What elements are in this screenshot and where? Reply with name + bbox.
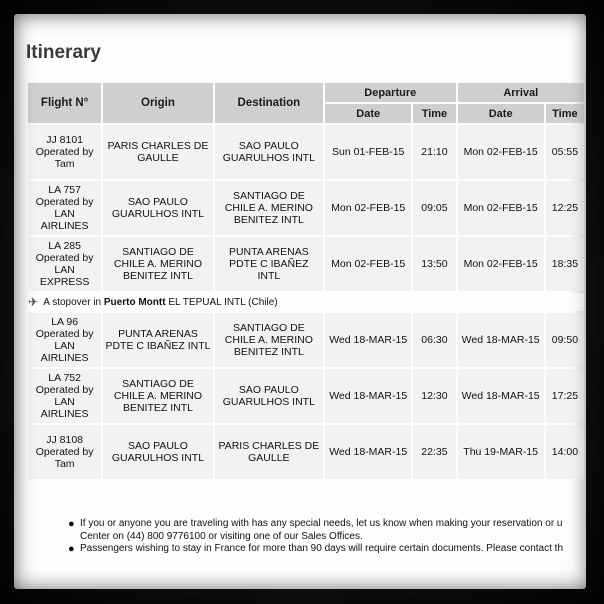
departure-time-cell: 22:35 bbox=[413, 425, 455, 479]
arrival-time-cell: 05:55 bbox=[546, 125, 584, 179]
carrier: Tam bbox=[54, 158, 75, 170]
departure-date-cell: Mon 02-FEB-15 bbox=[325, 181, 411, 235]
destination-cell: PUNTA ARENAS PDTE C IBAÑEZ INTL bbox=[215, 237, 323, 291]
flight-row bbox=[28, 369, 584, 423]
departure-time-cell: 09:05 bbox=[413, 181, 455, 235]
stopover-airport: EL TEPUAL INTL (Chile) bbox=[168, 296, 278, 308]
flight-cell bbox=[28, 313, 101, 367]
arrival-date-cell: Thu 19-MAR-15 bbox=[458, 425, 544, 479]
carrier: LAN AIRLINES bbox=[40, 340, 89, 364]
header-departure-date: Date bbox=[325, 104, 411, 123]
notes-list bbox=[68, 518, 586, 556]
note-text-line: If you or anyone you are traveling with has any special needs, let us know when making your reservation or u bbox=[80, 518, 563, 529]
departure-date-cell: Wed 18-MAR-15 bbox=[325, 369, 411, 423]
header-departure-time: Time bbox=[413, 104, 455, 123]
stopover-prefix: A stopover in bbox=[43, 296, 102, 308]
flight-row bbox=[28, 181, 584, 235]
bullet-icon: ● bbox=[68, 518, 75, 530]
origin-cell: SAO PAULO GUARULHOS INTL bbox=[103, 425, 212, 479]
arrival-time-cell: 14:00 bbox=[546, 425, 584, 479]
operated-by: Operated by bbox=[35, 328, 94, 340]
destination-cell: SAO PAULO GUARULHOS INTL bbox=[215, 125, 323, 179]
arrival-date-cell: Mon 02-FEB-15 bbox=[458, 181, 544, 235]
itinerary-table bbox=[26, 81, 586, 481]
header-origin: Origin bbox=[103, 83, 212, 123]
departure-date-cell: Wed 18-MAR-15 bbox=[325, 425, 411, 479]
carrier: LAN AIRLINES bbox=[40, 208, 89, 232]
note-text-line: Passengers wishing to stay in France for more than 90 days will require certain documents. Please contact th bbox=[80, 543, 564, 554]
flight-row bbox=[28, 313, 584, 367]
stopover-city: Puerto Montt bbox=[103, 296, 166, 308]
origin-cell: PUNTA ARENAS PDTE C IBAÑEZ INTL bbox=[103, 313, 212, 367]
departure-time-cell: 13:50 bbox=[413, 237, 455, 291]
flight-number: JJ 8101 bbox=[46, 134, 84, 146]
operated-by: Operated by bbox=[35, 446, 94, 458]
flight-cell bbox=[28, 237, 101, 291]
arrival-time-cell: 12:25 bbox=[546, 181, 584, 235]
page-title: Itinerary bbox=[26, 42, 101, 63]
header-arrival: Arrival bbox=[458, 83, 585, 102]
carrier: Tam bbox=[54, 458, 75, 470]
note-item bbox=[68, 543, 586, 556]
flight-cell bbox=[28, 181, 101, 235]
arrival-time-cell: 09:50 bbox=[546, 313, 584, 367]
arrival-date-cell: Wed 18-MAR-15 bbox=[458, 313, 544, 367]
stopover-row bbox=[28, 293, 584, 311]
origin-cell: SAO PAULO GUARULHOS INTL bbox=[103, 181, 212, 235]
flight-number: LA 757 bbox=[48, 184, 81, 196]
header-arrival-time: Time bbox=[546, 104, 584, 123]
arrival-date-cell: Mon 02-FEB-15 bbox=[458, 125, 544, 179]
header-arrival-date: Date bbox=[458, 104, 544, 123]
carrier: LAN AIRLINES bbox=[40, 396, 89, 420]
arrival-date-cell: Wed 18-MAR-15 bbox=[458, 369, 544, 423]
bullet-icon: ● bbox=[68, 543, 75, 555]
airplane-icon: ✈ bbox=[28, 294, 39, 309]
departure-time-cell: 21:10 bbox=[413, 125, 455, 179]
flight-cell bbox=[28, 125, 101, 179]
flight-number: LA 285 bbox=[48, 240, 81, 252]
destination-cell: PARIS CHARLES DE GAULLE bbox=[215, 425, 323, 479]
flight-cell bbox=[28, 425, 101, 479]
flight-number: JJ 8108 bbox=[46, 434, 84, 446]
stopover-cell bbox=[28, 293, 584, 311]
arrival-date-cell: Mon 02-FEB-15 bbox=[458, 237, 544, 291]
departure-date-cell: Sun 01-FEB-15 bbox=[325, 125, 411, 179]
flight-row bbox=[28, 125, 584, 179]
header-flight: Flight N° bbox=[28, 83, 101, 123]
itinerary-page bbox=[14, 14, 586, 589]
flight-row bbox=[28, 425, 584, 479]
operated-by: Operated by bbox=[35, 384, 94, 396]
header-departure: Departure bbox=[325, 83, 455, 102]
note-item bbox=[68, 518, 586, 543]
operated-by: Operated by bbox=[35, 252, 94, 264]
flight-number: LA 96 bbox=[51, 316, 79, 328]
operated-by: Operated by bbox=[35, 196, 94, 208]
arrival-time-cell: 18:35 bbox=[546, 237, 584, 291]
destination-cell: SANTIAGO DE CHILE A. MERINO BENITEZ INTL bbox=[215, 181, 323, 235]
header-destination: Destination bbox=[215, 83, 323, 123]
destination-cell: SAO PAULO GUARULHOS INTL bbox=[215, 369, 323, 423]
destination-cell: SANTIAGO DE CHILE A. MERINO BENITEZ INTL bbox=[215, 313, 323, 367]
flight-number: LA 752 bbox=[48, 372, 81, 384]
arrival-time-cell: 17:25 bbox=[546, 369, 584, 423]
flight-cell bbox=[28, 369, 101, 423]
departure-date-cell: Mon 02-FEB-15 bbox=[325, 237, 411, 291]
departure-time-cell: 12:30 bbox=[413, 369, 455, 423]
note-text-line: Center on (44) 800 9776100 or visiting one of our Sales Offices. bbox=[80, 530, 363, 542]
departure-date-cell: Wed 18-MAR-15 bbox=[325, 313, 411, 367]
origin-cell: SANTIAGO DE CHILE A. MERINO BENITEZ INTL bbox=[103, 237, 212, 291]
operated-by: Operated by bbox=[35, 146, 94, 158]
flight-row bbox=[28, 237, 584, 291]
origin-cell: SANTIAGO DE CHILE A. MERINO BENITEZ INTL bbox=[103, 369, 212, 423]
carrier: LAN EXPRESS bbox=[39, 264, 90, 288]
departure-time-cell: 06:30 bbox=[413, 313, 455, 367]
origin-cell: PARIS CHARLES DE GAULLE bbox=[103, 125, 212, 179]
